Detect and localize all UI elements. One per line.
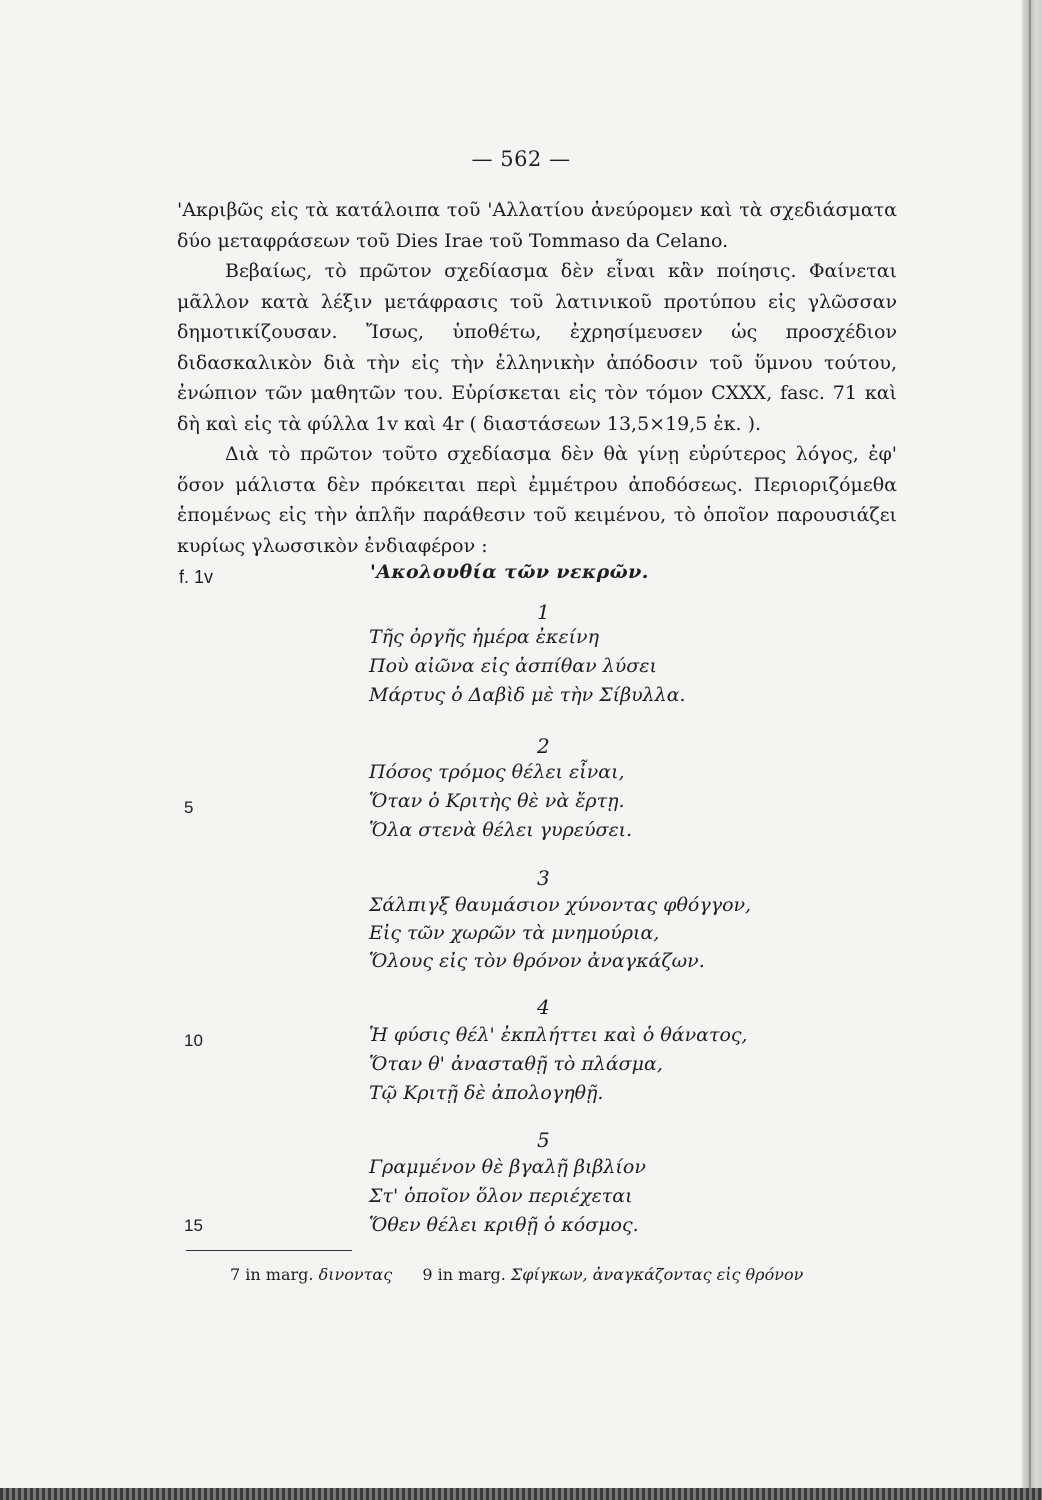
verse-line: Στ' ὁποῖον ὅλον περιέχεται: [369, 1185, 633, 1207]
verse-line: Ὅλους εἰς τὸν θρόνον ἀναγκάζων.: [369, 950, 705, 972]
footnote-1-ref: 7 in marg.: [230, 1265, 314, 1284]
verse-line: Τῆς ὀργῆς ἡμέρα ἐκείνη: [369, 626, 599, 648]
verse-line: Τῷ Κριτῇ δὲ ἀπολογηθῇ.: [369, 1082, 604, 1104]
page-edge-line: [1029, 0, 1031, 1500]
verse-line: Μάρτυς ὁ Δαβὶδ μὲ τὴν Σίβυλλα.: [369, 684, 686, 706]
intro-paragraph-1: 'Ακριβῶς εἰς τὰ κατάλοιπα τοῦ 'Αλλατίου ἀνεύρομεν καὶ τὰ σχεδιάσματα δύο μεταφράσεων τοῦ Dies Irae τοῦ Tommaso da Celano.: [177, 199, 897, 252]
line-number: 10: [184, 1031, 203, 1050]
footnotes: [230, 1265, 803, 1284]
stanza-number: 3: [537, 866, 550, 890]
intro-paragraph-3: Διὰ τὸ πρῶτον τοῦτο σχεδίασμα δὲν θὰ γίνῃ εὐρύτερος λόγος, ἐφ' ὅσον μάλιστα δὲν πρόκειται περὶ ἐμμέτρου ἀποδόσεως. Περιοριζόμεθα ἑπομένως εἰς τὴν ἁπλῆν παράθεσιν τοῦ κειμένου, τὸ ὁποῖον παρουσιάζει κυρίως γλωσσικὸν ἐνδιαφέρον :: [177, 443, 897, 557]
footnote-1-text: δινοντας: [318, 1265, 393, 1284]
intro-text: [177, 195, 897, 561]
verse-line: Γραμμένον θὲ βγαλῇ βιβλίον: [369, 1156, 646, 1178]
verse-line: Ὅταν θ' ἀνασταθῇ τὸ πλάσμα,: [369, 1053, 663, 1075]
verse-line: Σάλπιγξ θαυμάσιον χύνοντας φθόγγον,: [369, 894, 752, 916]
line-number: 5: [184, 798, 194, 817]
page-edge: [1022, 0, 1042, 1500]
page-number: — 562 —: [471, 147, 571, 171]
verse-line: Πόσος τρόμος θέλει εἶναι,: [369, 761, 625, 783]
stanza-number: 5: [537, 1128, 550, 1152]
poem-title: 'Ακολουθία τῶν νεκρῶν.: [370, 561, 649, 583]
verse-line: Εἰς τῶν χωρῶν τὰ μνημούρια,: [369, 922, 660, 944]
verse-line: Ποὺ αἰῶνα εἰς ἀσπίθαν λύσει: [369, 655, 657, 677]
footnote-2-ref: 9 in marg.: [422, 1265, 506, 1284]
footnote-2-text: Σφίγκων, ἀναγκάζοντας εἰς θρόνον: [510, 1265, 804, 1284]
verse-line: Ὅλα στενὰ θέλει γυρεύσει.: [369, 819, 633, 841]
verse-line: Ὅθεν θέλει κριθῇ ὁ κόσμος.: [369, 1214, 639, 1236]
footnote-rule: [186, 1250, 352, 1251]
scan-bottom-band: [0, 1488, 1042, 1500]
line-number: 15: [184, 1216, 203, 1235]
verse-line: Ἡ φύσις θέλ' ἐκπλήττει καὶ ὁ θάνατος,: [369, 1024, 748, 1046]
stanza-number: 4: [537, 995, 550, 1019]
verse-line: Ὅταν ὁ Κριτὴς θὲ νὰ ἔρτῃ.: [369, 790, 625, 812]
stanza-number: 2: [537, 734, 550, 758]
folio-label: f. 1v: [179, 567, 214, 587]
intro-paragraph-2: Βεβαίως, τὸ πρῶτον σχεδίασμα δὲν εἶναι κἂν ποίησις. Φαίνεται μᾶλλον κατὰ λέξιν μετάφρασις τοῦ λατινικοῦ προτύπου εἰς γλῶσσαν δημοτικίζουσαν. Ἴσως, ὑποθέτω, ἐχρησίμευσεν ὡς προσχέδιον διδασκαλικὸν διὰ τὴν εἰς τὴν ἑλληνικὴν ἀπόδοσιν τοῦ ὕμνου τούτου, ἐνώπιον τῶν μαθητῶν του. Εὑρίσκεται εἰς τὸν τόμον CXXX, fasc. 71 καὶ δὴ καὶ εἰς τὰ φύλλα 1v καὶ 4r ( διαστάσεων 13,5×19,5 ἐκ. ).: [177, 260, 897, 435]
stanza-number: 1: [537, 600, 550, 624]
